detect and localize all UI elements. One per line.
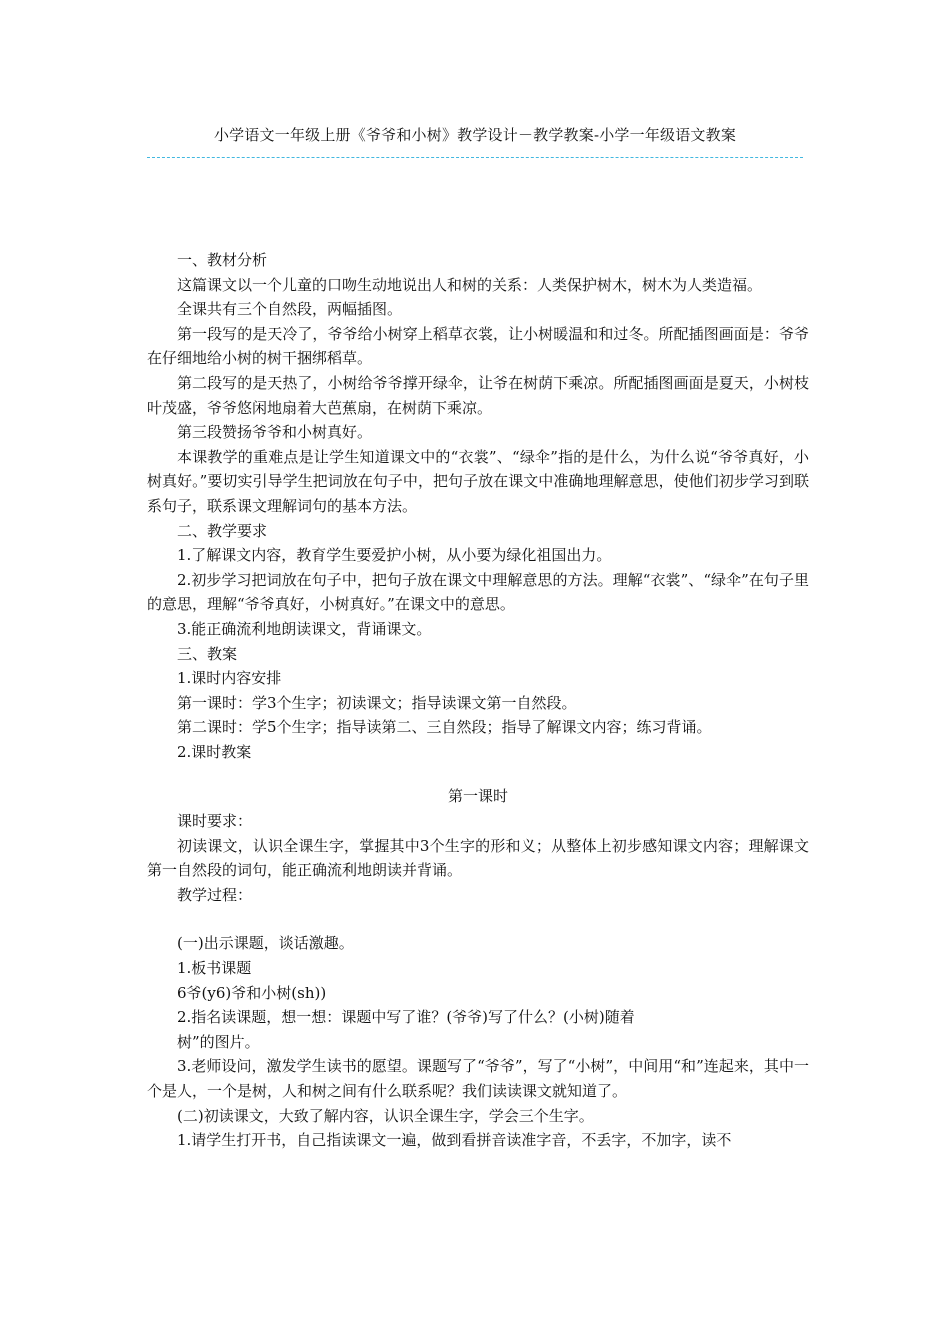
paragraph: 树”的图片。 — [177, 1032, 260, 1051]
heading-2: 二、教学要求 — [177, 521, 268, 540]
paragraph: (二)初读课文，大致了解内容，认识全课生字，学会三个生字。 — [177, 1106, 594, 1125]
paragraph: 第一课时：学3个生字；初读课文；指导读课文第一自然段。 — [177, 693, 577, 712]
heading-1: 一、教材分析 — [177, 251, 268, 269]
paragraph: 第三段赞扬爷爷和小树真好。 — [177, 423, 373, 442]
paragraph: 第一段写的是天冷了，爷爷给小树穿上稻草衣裳，让小树暖温和和过冬。所配插图画面是：爷爷在仔细地给小树的树干捆绑稻草。 — [147, 324, 809, 368]
list-item: 1.课时内容安排 — [177, 669, 282, 688]
paragraph: 第二段写的是天热了，小树给爷爷撑开绿伞，让爷在树荫下乘凉。所配插图画面是夏天，小树枝叶茂盛，爷爷悠闲地扇着大芭蕉扇，在树荫下乘凉。 — [147, 373, 809, 417]
list-item: 3.能正确流利地朗读课文，背诵课文。 — [177, 619, 432, 638]
paragraph: 全课共有三个自然段，两幅插图。 — [177, 300, 403, 319]
list-item: 1.了解课文内容，教育学生要爱护小树，从小要为绿化祖国出力。 — [177, 546, 612, 565]
document-title: 小学语文一年级上册《爷爷和小树》教学设计－教学教案-小学一年级语文教案 — [213, 126, 737, 144]
section-heading: 第一课时 — [447, 787, 508, 806]
paragraph: 初读课文，认识全课生字，掌握其中3个生字的形和义；从整体上初步感知课文内容；理解课文第一自然段的词句，能正确流利地朗读并背诵。 — [147, 836, 809, 880]
paragraph: 课时要求： — [177, 812, 253, 831]
paragraph: 第二课时：学5个生字；指导读第二、三自然段；指导了解课文内容；练习背诵。 — [177, 718, 712, 737]
list-item: 2.指名读课题，想一想：课题中写了谁？(爷爷)写了什么？(小树)随着 — [177, 1008, 635, 1027]
paragraph: (一)出示课题，谈话激趣。 — [177, 934, 354, 953]
paragraph: 6爷(y6)爷和小树(sh)) — [177, 983, 327, 1002]
list-item: 1.请学生打开书，自己指读课文一遍，做到看拼音读准字音，不丢字，不加字，读不 — [177, 1131, 732, 1150]
list-item: 2.初步学习把词放在句子中，把句子放在课文中理解意思的方法。理解“衣裳”、“绿伞”在句子里的意思，理解“爷爷真好，小树真好。”在课文中的意思。 — [147, 570, 809, 614]
list-item: 3.老师设问，激发学生读书的愿望。课题写了“爷爷”，写了“小树”，中间用“和”连起来，其中一个是人，一个是树，人和树之间有什么联系呢？我们读读课文就知道了。 — [147, 1057, 809, 1100]
title-divider — [147, 157, 803, 158]
paragraph: 这篇课文以一个儿童的口吻生动地说出人和树的关系：人类保护树木，树木为人类造福。 — [177, 275, 763, 294]
document-body — [147, 248, 809, 1153]
list-item: 1.板书课题 — [177, 959, 252, 978]
list-item: 2.课时教案 — [177, 742, 252, 761]
paragraph: 本课教学的重难点是让学生知道课文中的“衣裳”、“绿伞”指的是什么，为什么说“爷爷真好，小树真好。”要切实引导学生把词放在句子中，把句子放在课文中准确地理解意思，使他们初步学习到联系句子，联系课文理解词句的基本方法。 — [147, 447, 809, 515]
heading-3: 三、教案 — [177, 644, 238, 663]
paragraph: 教学过程： — [177, 885, 253, 904]
